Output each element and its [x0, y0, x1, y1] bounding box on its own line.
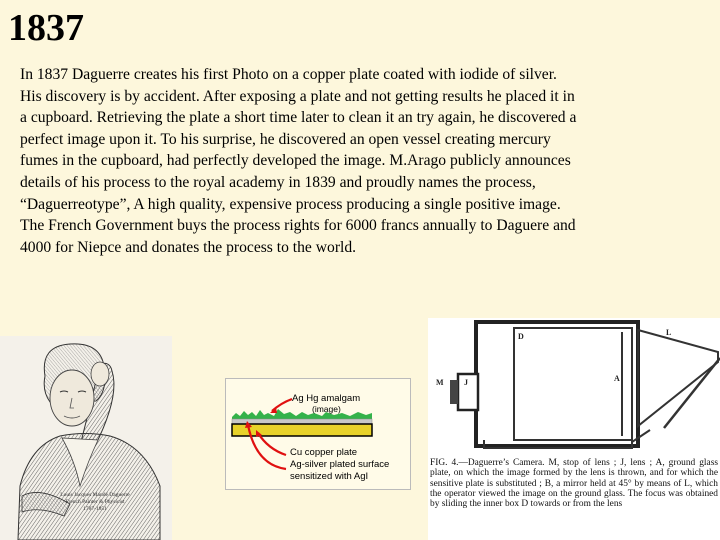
- label-silver: Ag-silver plated surface: [290, 459, 390, 470]
- camera-caption: FIG. 4.—Daguerre’s Camera. M, stop of lens ; J, lens ; A, ground glass plate, on which the image formed by the lens is thrown, and for which the sensitive plate is substituted ; B, a mirror held at 45° by means of L, which the operator viewed the image on the ground glass. The focus was obtained by sliding the inner box D towards or from the lens: [430, 458, 718, 510]
- daguerre-portrait: [0, 336, 172, 540]
- inner-box: [514, 328, 632, 440]
- letter-d: D: [518, 332, 524, 341]
- label-image: (image): [312, 404, 341, 414]
- body-paragraph: In 1837 Daguerre creates his first Photo on a copper plate coated with iodide of silver. His discovery is by accident. After exposing a plate and not getting results he placed it in a cupboard. Retrieving the plate a short time later to clean it an try again, he discovered a perfect image upon it. To his surprise, he discovered an open vessel creating mercury fumes in the cupboard, had perfectly developed the image. M.Arago publicly announces details of his process to the royal academy in 1839 and proudly names the process, “Daguerreotype”, A high quality, expensive process producing a single positive image. The French Government buys the process rights for 6000 francs annually to Daguere and 4000 for Niepce and donates the process to the world.: [20, 66, 577, 256]
- caption-line-role: French Painter & Physicist: [65, 499, 125, 505]
- camera-drawing: [428, 318, 720, 458]
- label-copper: Cu copper plate: [290, 447, 358, 458]
- caption-line-name: Louis Jacques Mandé Daguerre: [60, 492, 130, 498]
- letter-j: J: [464, 378, 468, 387]
- caption-line-dates: 1787-1851: [83, 506, 107, 512]
- lens-barrel: [458, 374, 478, 410]
- outer-box: [476, 322, 638, 446]
- letter-a: A: [614, 374, 620, 383]
- plate-layer-diagram: [225, 378, 411, 490]
- amalgam-layer: [232, 409, 372, 419]
- label-amalgam: Ag Hg amalgam: [292, 393, 361, 404]
- letter-l: L: [666, 328, 672, 337]
- letter-m: M: [436, 378, 444, 387]
- copper-layer: [232, 424, 372, 436]
- portrait-caption: [30, 492, 160, 513]
- camera-figure: [428, 318, 720, 540]
- label-sensitized: sensitized with AgI: [290, 471, 369, 482]
- slide-title: 1837: [8, 7, 84, 49]
- lens-stop: [450, 380, 458, 404]
- mirror: [664, 358, 720, 428]
